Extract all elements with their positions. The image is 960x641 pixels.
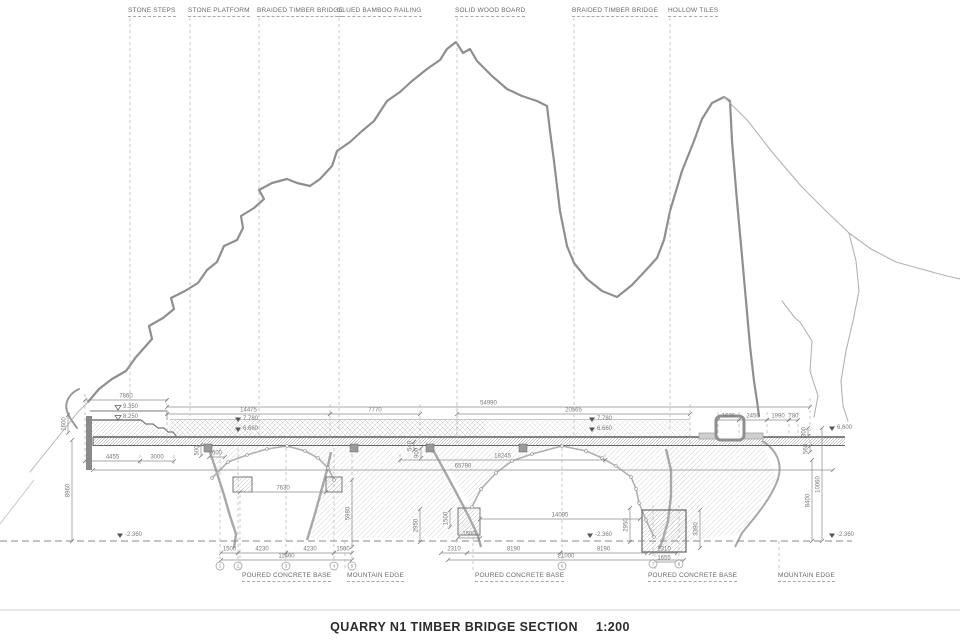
dimension-label: 10060	[815, 476, 822, 493]
grid-bubble-number: 6	[560, 563, 564, 569]
deck-bearing-block	[519, 444, 527, 452]
title-text: QUARRY N1 TIMBER BRIDGE SECTION	[330, 620, 578, 634]
dimension-label: 500	[194, 445, 201, 456]
arch-joint	[211, 477, 214, 480]
level-marker-icon	[587, 534, 593, 539]
dimension-label: 8400	[805, 493, 812, 508]
grid-bubble-number: 8	[677, 561, 681, 567]
grid-bubble-number: 3	[284, 563, 288, 569]
grid-bubble-number: 5	[350, 563, 354, 569]
retaining-wall	[86, 416, 92, 470]
dimension-label: 1600	[61, 417, 68, 431]
dimension-label: 18245	[494, 453, 511, 460]
right-ridge-line	[724, 97, 960, 279]
dimension-label: 1990	[771, 413, 785, 420]
level-value: -2.360	[595, 532, 613, 538]
braided-bridge-band	[170, 420, 485, 437]
deck-bearing-block	[204, 444, 212, 452]
arch-joint	[511, 460, 514, 463]
level-value: 6.600	[837, 425, 853, 431]
dimension-label: 2310	[447, 546, 461, 553]
dimension-label: 4230	[303, 546, 317, 553]
dimension-label: 900	[414, 447, 421, 459]
arch-joint	[246, 454, 249, 457]
dimension-label: 21000	[557, 553, 575, 560]
dimension-label: 8190	[596, 546, 611, 553]
grid-bubble-number: 2	[236, 563, 240, 569]
dimension-label: 2450	[746, 413, 760, 420]
arch-joint	[531, 453, 534, 456]
dimension-label: 3000	[150, 454, 164, 461]
dimension-label: 1500	[222, 546, 237, 553]
dimension-label: 1500	[462, 531, 476, 538]
dimension-label: 4230	[255, 546, 269, 553]
deck-bearing-block	[350, 444, 358, 452]
arch-joint	[327, 467, 330, 470]
arch-joint	[227, 461, 230, 464]
dimension-label: 1500	[336, 546, 350, 553]
level-marker-icon	[117, 534, 123, 539]
deck-bearing-block	[426, 444, 434, 452]
arch-joint	[585, 450, 588, 453]
left-slope-line	[30, 402, 88, 472]
grid-bubble-number: 4	[332, 563, 336, 569]
arch-joint	[286, 445, 289, 448]
hollow-tiles-detail	[699, 413, 763, 440]
callout-label: STONE PLATFORM	[188, 7, 250, 17]
level-value: -2.360	[125, 532, 143, 538]
dimension-label: 5980	[345, 506, 352, 521]
arch-joint	[635, 488, 638, 491]
dimension-label: 1635	[721, 413, 736, 420]
arch-joint	[561, 445, 564, 448]
callout-label: STONE STEPS	[128, 7, 176, 17]
callout-label: SOLID WOOD BOARD	[455, 7, 525, 17]
dimension-label: 20565	[565, 407, 582, 414]
arch-joint	[645, 519, 648, 522]
dimension-label: 1655	[657, 555, 671, 562]
level-value: 7.780	[597, 416, 613, 422]
arch-joint	[653, 536, 656, 539]
grid-bubble-number: 1	[218, 563, 222, 569]
solid-wood-board-band	[485, 420, 690, 437]
callout-label: MOUNTAIN EDGE	[347, 572, 404, 582]
level-marker-icon	[829, 534, 835, 539]
dimension-label: 540	[407, 440, 414, 452]
callout-label: POURED CONCRETE BASE	[648, 572, 737, 582]
level-value: -2.360	[837, 532, 855, 538]
dimension-label: 1500	[443, 511, 450, 526]
dimension-label: 600	[211, 450, 223, 457]
level-value: 9.350	[123, 404, 139, 410]
arch-joint	[304, 450, 307, 453]
dimension-label: 65790	[454, 463, 472, 470]
arch-joint	[333, 479, 336, 482]
arch-joint	[480, 488, 483, 491]
dimension-label: 8960	[65, 483, 72, 498]
drawing-title	[0, 620, 960, 634]
level-value: 6.660	[597, 426, 613, 432]
dimension-label: 14475	[240, 407, 257, 414]
dimension-label: 3390	[693, 522, 700, 536]
dimension-label: 54990	[480, 400, 497, 407]
arch-joint	[471, 506, 474, 509]
arch-joint	[630, 476, 633, 479]
arch-joint	[266, 448, 269, 451]
level-value: 7.780	[243, 416, 259, 422]
dimension-label: 2310	[657, 546, 671, 553]
dimension-label: 7630	[276, 485, 290, 492]
arch-joint	[601, 457, 604, 460]
arch-joint	[615, 465, 618, 468]
arch-joint	[495, 472, 498, 475]
arch-joint	[638, 502, 641, 505]
callout-label: BRAIDED TIMBER BRIDGE	[257, 7, 343, 17]
callout-label: POURED CONCRETE BASE	[475, 572, 564, 582]
callout-label: POURED CONCRETE BASE	[242, 572, 331, 582]
dimension-label: 560	[803, 443, 810, 455]
dimension-label: 2950	[413, 518, 420, 533]
dimension-label: 2950	[623, 518, 630, 532]
level-marker-icon	[115, 406, 121, 411]
dimension-label: 14095	[551, 512, 569, 519]
level-value: 8.250	[123, 414, 139, 420]
callout-label: MOUNTAIN EDGE	[778, 572, 835, 582]
callout-label: BRAIDED TIMBER BRIDGE	[572, 7, 658, 17]
dimension-label: 780	[788, 413, 799, 420]
title-scale: 1:200	[595, 620, 630, 634]
arch-joint	[317, 457, 320, 460]
callout-label: GLUED BAMBOO RAILING	[337, 7, 422, 17]
dimension-label: 300	[801, 426, 808, 438]
grid-bubble-number: 7	[651, 561, 655, 567]
dimension-label: 8190	[506, 546, 521, 553]
bearing-pad	[233, 477, 252, 492]
dimension-label: 11460	[278, 553, 295, 560]
callout-label: HOLLOW TILES	[668, 7, 718, 17]
level-marker-icon	[829, 427, 835, 432]
dimension-label: 7860	[119, 393, 133, 400]
dimension-label: 7770	[368, 407, 382, 414]
dimension-label: 4455	[105, 454, 120, 461]
level-value: 6.660	[243, 426, 259, 432]
